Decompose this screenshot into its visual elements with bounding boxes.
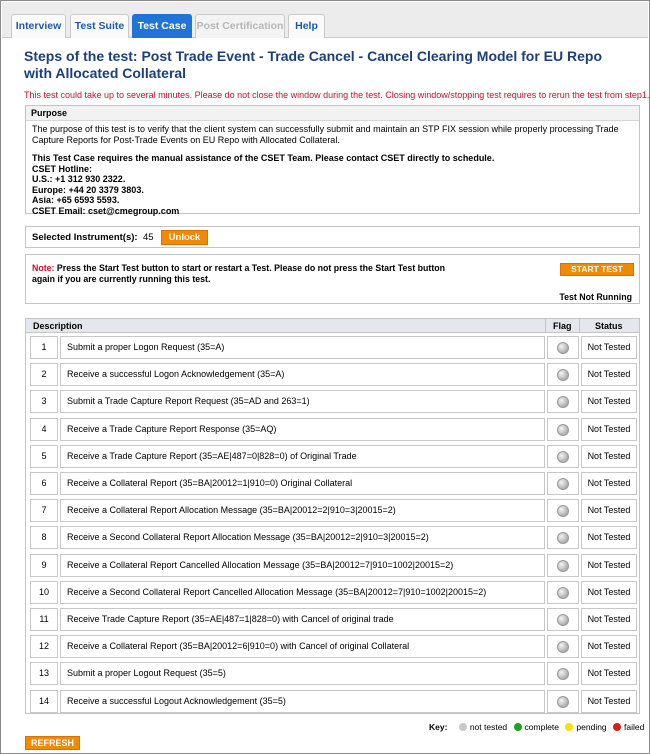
status-flag-icon — [557, 696, 569, 708]
step-flag — [547, 690, 579, 713]
table-row — [26, 334, 639, 361]
purpose-text-line: The purpose of this test is to verify that the client system can successfully submit and maintain an STP FIX session while properly processing Trade — [32, 124, 619, 134]
cset-email: CSET Email: cset@cmegroup.com — [32, 205, 180, 216]
step-status: Not Tested — [581, 635, 637, 658]
step-flag — [547, 445, 579, 468]
instrument-label: Selected Instrument(s): — [32, 232, 138, 243]
step-description: Receive a successful Logon Acknowledgement (35=A) — [60, 363, 545, 386]
step-number: 3 — [30, 390, 58, 413]
cset-phone-asia: Asia: +65 6593 5593. — [32, 195, 120, 205]
step-status: Not Tested — [581, 390, 637, 413]
key-pending: pending — [576, 721, 607, 732]
table-row — [26, 633, 639, 660]
step-number: 10 — [30, 581, 58, 604]
page-title: Steps of the test: Post Trade Event - Trade Cancel - Cancel Clearing Model for EU Repo with Allocated Collateral — [24, 48, 603, 81]
step-status: Not Tested — [581, 581, 637, 604]
step-description: Receive Trade Capture Report (35=AE|487=1|828=0) with Cancel of original trade — [60, 608, 545, 631]
step-flag — [547, 581, 579, 604]
purpose-panel — [25, 105, 640, 214]
tab-test-suite[interactable]: Test Suite — [70, 14, 129, 38]
header-flag: Flag — [553, 321, 572, 331]
cset-phone-us: U.S.: +1 312 930 2322. — [32, 174, 126, 184]
step-description: Receive a Trade Capture Report (35=AE|487=0|828=0) of Original Trade — [60, 445, 545, 468]
step-number: 2 — [30, 363, 58, 386]
step-description: Receive a Collateral Report Allocation Message (35=BA|20012=2|910=3|20015=2) — [60, 499, 545, 522]
step-description: Receive a Second Collateral Report Allocation Message (35=BA|20012=2|910=3|20015=2) — [60, 526, 545, 549]
table-row — [26, 416, 639, 443]
pending-dot-icon — [565, 723, 573, 731]
status-flag-icon — [557, 396, 569, 408]
cset-hotline-label: CSET Hotline: — [32, 163, 92, 174]
step-status: Not Tested — [581, 608, 637, 631]
tab-post-certification: Post Certification — [195, 14, 285, 38]
instrument-count: 45 — [143, 232, 154, 243]
step-status: Not Tested — [581, 363, 637, 386]
table-header — [26, 319, 639, 333]
key-label: Key: — [429, 721, 448, 732]
step-number: 4 — [30, 418, 58, 441]
step-description: Submit a Trade Capture Report Request (35=AD and 263=1) — [60, 390, 545, 413]
step-flag — [547, 608, 579, 631]
step-number: 8 — [30, 526, 58, 549]
step-description: Receive a Collateral Report Cancelled Allocation Message (35=BA|20012=7|910=1002|20015=2) — [60, 554, 545, 577]
step-number: 1 — [30, 336, 58, 359]
header-status: Status — [595, 321, 623, 331]
step-flag — [547, 526, 579, 549]
step-status: Not Tested — [581, 445, 637, 468]
table-row — [26, 497, 639, 524]
table-row — [26, 660, 639, 687]
step-status: Not Tested — [581, 336, 637, 359]
note-body: Press the Start Test button to start or restart a Test. Please do not press the Start Test button again if you are currently running this test. — [32, 263, 446, 284]
status-flag-icon — [557, 641, 569, 653]
step-description: Receive a Collateral Report (35=BA|20012=6|910=0) with Cancel of original Collateral — [60, 635, 545, 658]
status-key — [429, 721, 644, 732]
step-number: 12 — [30, 635, 58, 658]
step-flag — [547, 554, 579, 577]
step-description: Submit a proper Logon Request (35=A) — [60, 336, 545, 359]
table-row — [26, 688, 639, 715]
note-prefix: Note: — [32, 263, 55, 273]
step-description: Receive a Second Collateral Report Cancelled Allocation Message (35=BA|20012=7|910=1002|20015=2) — [60, 581, 545, 604]
status-flag-icon — [557, 614, 569, 626]
key-not-tested: not tested — [469, 721, 508, 732]
test-run-status: Test Not Running — [559, 292, 632, 302]
table-row — [26, 524, 639, 551]
step-status: Not Tested — [581, 526, 637, 549]
step-status: Not Tested — [581, 418, 637, 441]
refresh-button[interactable]: REFRESH — [25, 736, 80, 750]
status-flag-icon — [557, 560, 569, 572]
table-row — [26, 470, 639, 497]
step-flag — [547, 336, 579, 359]
status-flag-icon — [557, 668, 569, 680]
key-complete: complete — [524, 721, 560, 732]
table-row — [26, 579, 639, 606]
step-flag — [547, 390, 579, 413]
purpose-body — [26, 121, 639, 219]
step-number: 14 — [30, 690, 58, 713]
complete-dot-icon — [514, 723, 522, 731]
status-flag-icon — [557, 424, 569, 436]
step-flag — [547, 472, 579, 495]
header-description: Description — [33, 321, 83, 331]
status-flag-icon — [557, 369, 569, 381]
step-number: 13 — [30, 662, 58, 685]
step-status: Not Tested — [581, 472, 637, 495]
step-status: Not Tested — [581, 690, 637, 713]
step-number: 5 — [30, 445, 58, 468]
status-flag-icon — [557, 451, 569, 463]
table-row — [26, 361, 639, 388]
note-panel — [25, 254, 640, 304]
status-flag-icon — [557, 342, 569, 354]
step-number: 9 — [30, 554, 58, 577]
table-row — [26, 606, 639, 633]
status-flag-icon — [557, 478, 569, 490]
step-flag — [547, 499, 579, 522]
note-text — [32, 263, 462, 285]
step-number: 11 — [30, 608, 58, 631]
status-flag-icon — [557, 505, 569, 517]
step-status: Not Tested — [581, 662, 637, 685]
tab-help[interactable]: Help — [288, 14, 325, 38]
key-failed: failed — [624, 721, 645, 732]
step-description: Receive a successful Logout Acknowledgement (35=5) — [60, 690, 545, 713]
status-flag-icon — [557, 587, 569, 599]
step-status: Not Tested — [581, 499, 637, 522]
failed-dot-icon — [613, 723, 621, 731]
table-row — [26, 552, 639, 579]
instrument-panel — [25, 226, 640, 248]
tab-bar — [2, 2, 648, 38]
purpose-heading: Purpose — [26, 106, 639, 121]
purpose-text-line: Capture Reports for Post-Trade Events on EU Repo with Allocated Collateral. — [32, 134, 340, 145]
step-description: Receive a Collateral Report (35=BA|20012=1|910=0) Original Collateral — [60, 472, 545, 495]
test-steps-table — [25, 318, 640, 714]
tab-interview[interactable]: Interview — [11, 14, 66, 38]
warning-message: This test could take up to several minutes. Please do not close the window during the test. Closing window/stopping test requires to rerun the test from step1. — [24, 90, 650, 100]
step-description: Receive a Trade Capture Report Response (35=AQ) — [60, 418, 545, 441]
step-status: Not Tested — [581, 554, 637, 577]
step-flag — [547, 662, 579, 685]
tab-test-case[interactable]: Test Case — [132, 14, 192, 38]
table-row — [26, 443, 639, 470]
manual-assistance-note: This Test Case requires the manual assistance of the CSET Team. Please contact CSET directly to schedule. — [32, 153, 495, 163]
start-test-button[interactable]: START TEST — [560, 263, 634, 276]
step-number: 7 — [30, 499, 58, 522]
cset-phone-europe: Europe: +44 20 3379 3803. — [32, 184, 144, 195]
status-flag-icon — [557, 532, 569, 544]
step-description: Submit a proper Logout Request (35=5) — [60, 662, 545, 685]
step-flag — [547, 363, 579, 386]
step-flag — [547, 418, 579, 441]
step-number: 6 — [30, 472, 58, 495]
table-row — [26, 388, 639, 415]
unlock-button[interactable]: Unlock — [161, 230, 208, 245]
step-flag — [547, 635, 579, 658]
not-tested-dot-icon — [459, 723, 467, 731]
